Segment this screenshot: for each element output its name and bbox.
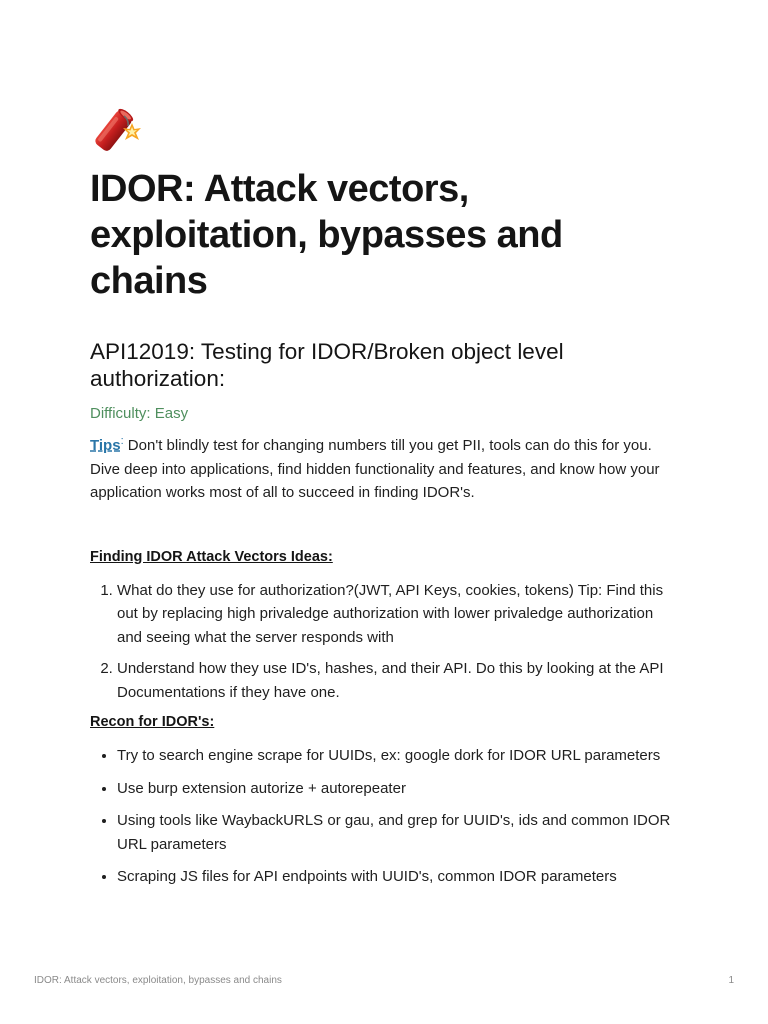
list-item: • Try to search engine scrape for UUIDs, ex: google dork for IDOR URL parameters [117,744,680,768]
page-footer [34,975,734,986]
firecracker-icon [88,100,144,156]
page-number: 1 [728,975,734,986]
section-heading: API12019: Testing for IDOR/Broken object level authorization: [90,339,564,391]
tips-text: Don't blindly test for changing numbers till you get PII, tools can do this for you. Dive deep into applications, find hidden functionality and features, and know how your application works most of all to succeed in finding IDOR's. [90,437,660,501]
footer-title: IDOR: Attack vectors, exploitation, bypasses and chains [34,975,282,986]
vectors-list [90,579,680,705]
difficulty-label: Difficulty: Easy [90,405,189,422]
list-item: • Using tools like WaybackURLS or gau, and grep for UUID's, ids and common IDOR URL parameters [117,809,680,856]
document-page [90,100,680,898]
list-item: 1. What do they use for authorization?(JWT, API Keys, cookies, tokens) Tip: Find this out by replacing high privaledge authorization with lower privaledge authorization and seeing what the server responds with [117,579,680,650]
recon-heading: Recon for IDOR's: [90,714,215,730]
tips-marker: : [120,435,124,447]
list-item: • Use burp extension autorize + autorepeater [117,777,680,801]
list-item: • Scraping JS files for API endpoints with UUID's, common IDOR parameters [117,865,680,889]
vectors-heading: Finding IDOR Attack Vectors Ideas: [90,548,333,565]
list-item: 2. Understand how they use ID's, hashes, and their API. Do this by looking at the API Documentations if they have one. [117,657,680,704]
recon-list [90,744,680,889]
page-title: IDOR: Attack vectors, exploitation, bypasses and chains [90,168,563,302]
tips-link[interactable]: Tips [90,437,121,454]
tips-paragraph [90,434,680,505]
